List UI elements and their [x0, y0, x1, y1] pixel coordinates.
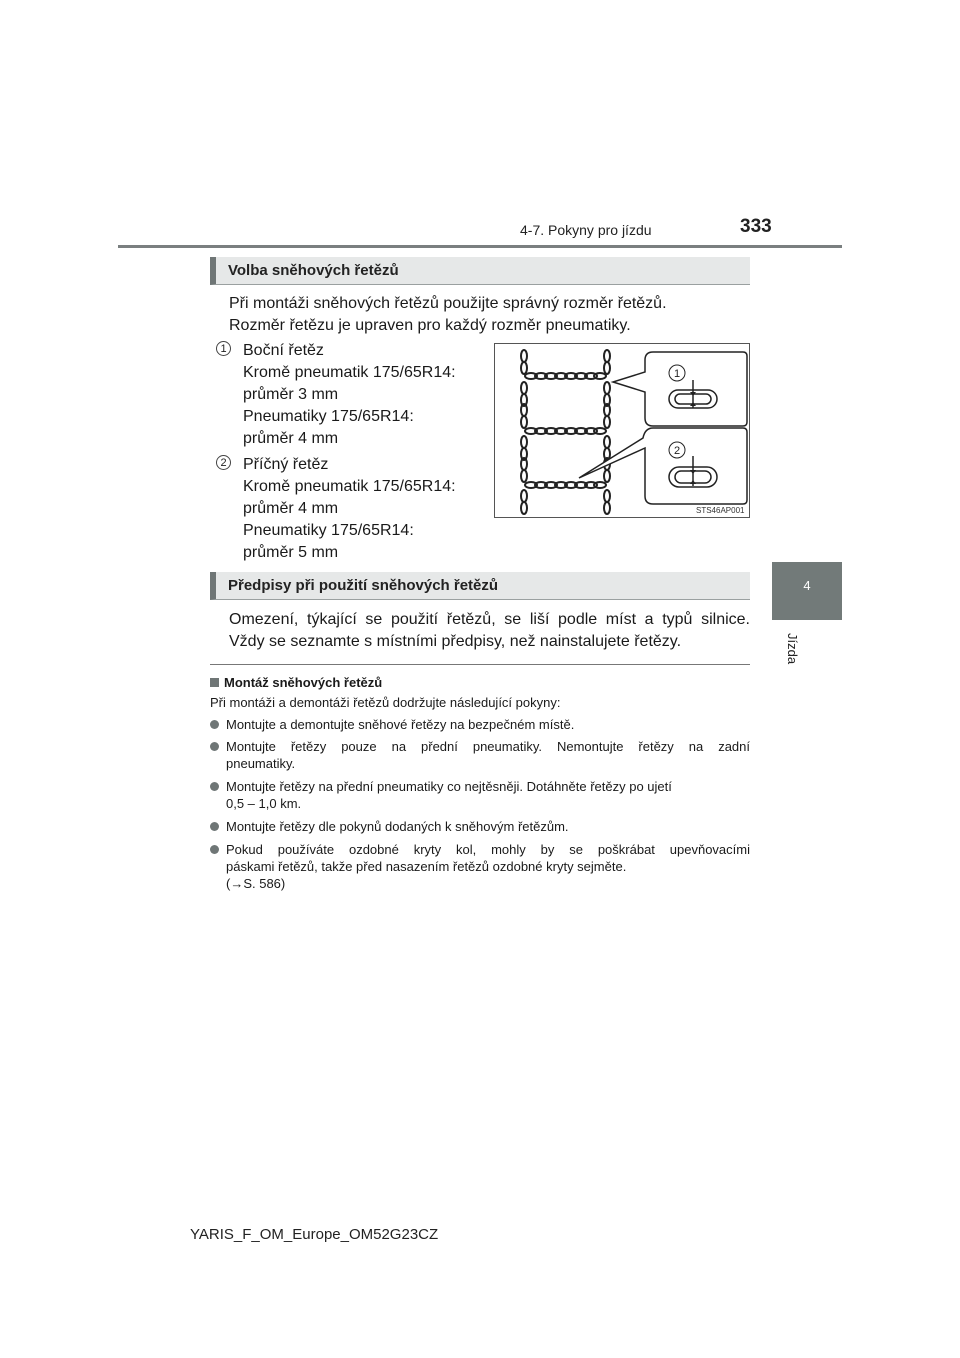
notes-intro: Při montáži a demontáži řetězů dodržujte následující pokyny: [210, 695, 561, 710]
regulations-line-2: Vždy se seznamte s místními předpisy, než nainstalujete řetězy. [229, 633, 682, 650]
figure-code: STS46AP001 [696, 506, 745, 515]
header-divider [118, 245, 842, 248]
item-2-line-4: Pneumatiky 175/65R14: [243, 522, 414, 539]
item-2-line-1: Příčný řetěz [243, 456, 329, 473]
bullet-dot-icon [210, 782, 219, 791]
item-1-line-2: Kromě pneumatik 175/65R14: [243, 364, 456, 381]
document-code-footer: YARIS_F_OM_Europe_OM52G23CZ [190, 1226, 439, 1243]
snow-chain-drawing [495, 344, 749, 517]
item-2-line-5: průměr 5 mm [243, 544, 339, 561]
page-number: 333 [740, 216, 772, 237]
item-2-line-3: průměr 4 mm [243, 500, 339, 517]
regulations-line-1: Omezení, týkající se použití řetězů, se liší podle míst a typů silnice. [229, 611, 750, 628]
header-section-title: 4-7. Pokyny pro jízdu [520, 222, 652, 238]
item-number-2: 2 [216, 455, 231, 470]
chapter-tab-label: Jízda [785, 633, 800, 665]
bullet-dot-icon [210, 845, 219, 854]
bullet-dot-icon [210, 822, 219, 831]
square-bullet-icon [210, 678, 219, 687]
item-number-1: 1 [216, 341, 231, 356]
item-1-line-5: průměr 4 mm [243, 430, 339, 447]
list-item: Montujte řetězy dle pokynů dodaných k sněhovým řetězům. [210, 818, 750, 838]
callout-label-1: 1 [673, 368, 681, 380]
notes-divider [210, 664, 750, 665]
intro-line-1: Při montáži sněhových řetězů použijte správný rozměr řetězů. [229, 295, 667, 312]
list-item: Pokud používáte ozdobné kryty kol, mohly by se poškrábat upevňovacími páskami řetězů, takže před nasazením řetězů ozdobné kryty sejměte. (→S. 586) [210, 841, 750, 897]
section-heading-chain-regulations [210, 572, 750, 600]
item-1-line-1: Boční řetěz [243, 342, 324, 359]
snow-chain-illustration [494, 343, 750, 518]
cross-chain-top [525, 373, 606, 379]
bullet-dot-icon [210, 742, 219, 751]
cross-chain-middle [525, 428, 606, 434]
list-item: Montujte řetězy na přední pneumatiky co nejtěsněji. Dotáhněte řetězy po ujetí 0,5 – 1,0 km. [210, 778, 750, 814]
page-reference-link[interactable]: (→S. 586) [226, 876, 286, 891]
section-heading-chain-selection [210, 257, 750, 285]
list-item: Montujte a demontujte sněhové řetězy na bezpečném místě. [210, 716, 750, 736]
cross-chain-bottom [525, 482, 606, 488]
zoom-callout-1 [613, 352, 747, 426]
list-item: Montujte řetězy pouze na přední pneumatiky. Nemontujte řetězy na zadní pneumatiky. [210, 738, 750, 774]
bullet-dot-icon [210, 720, 219, 729]
item-2-line-2: Kromě pneumatik 175/65R14: [243, 478, 456, 495]
notes-heading: Montáž sněhových řetězů [210, 675, 382, 690]
section-title: Předpisy při použití sněhových řetězů [228, 577, 499, 594]
section-title: Volba sněhových řetězů [228, 262, 399, 279]
chapter-tab-number: 4 [803, 578, 811, 593]
item-1-line-3: průměr 3 mm [243, 386, 339, 403]
item-1-line-4: Pneumatiky 175/65R14: [243, 408, 414, 425]
intro-line-2: Rozměr řetězu je upraven pro každý rozměr pneumatiky. [229, 317, 631, 334]
callout-label-2: 2 [673, 445, 681, 457]
